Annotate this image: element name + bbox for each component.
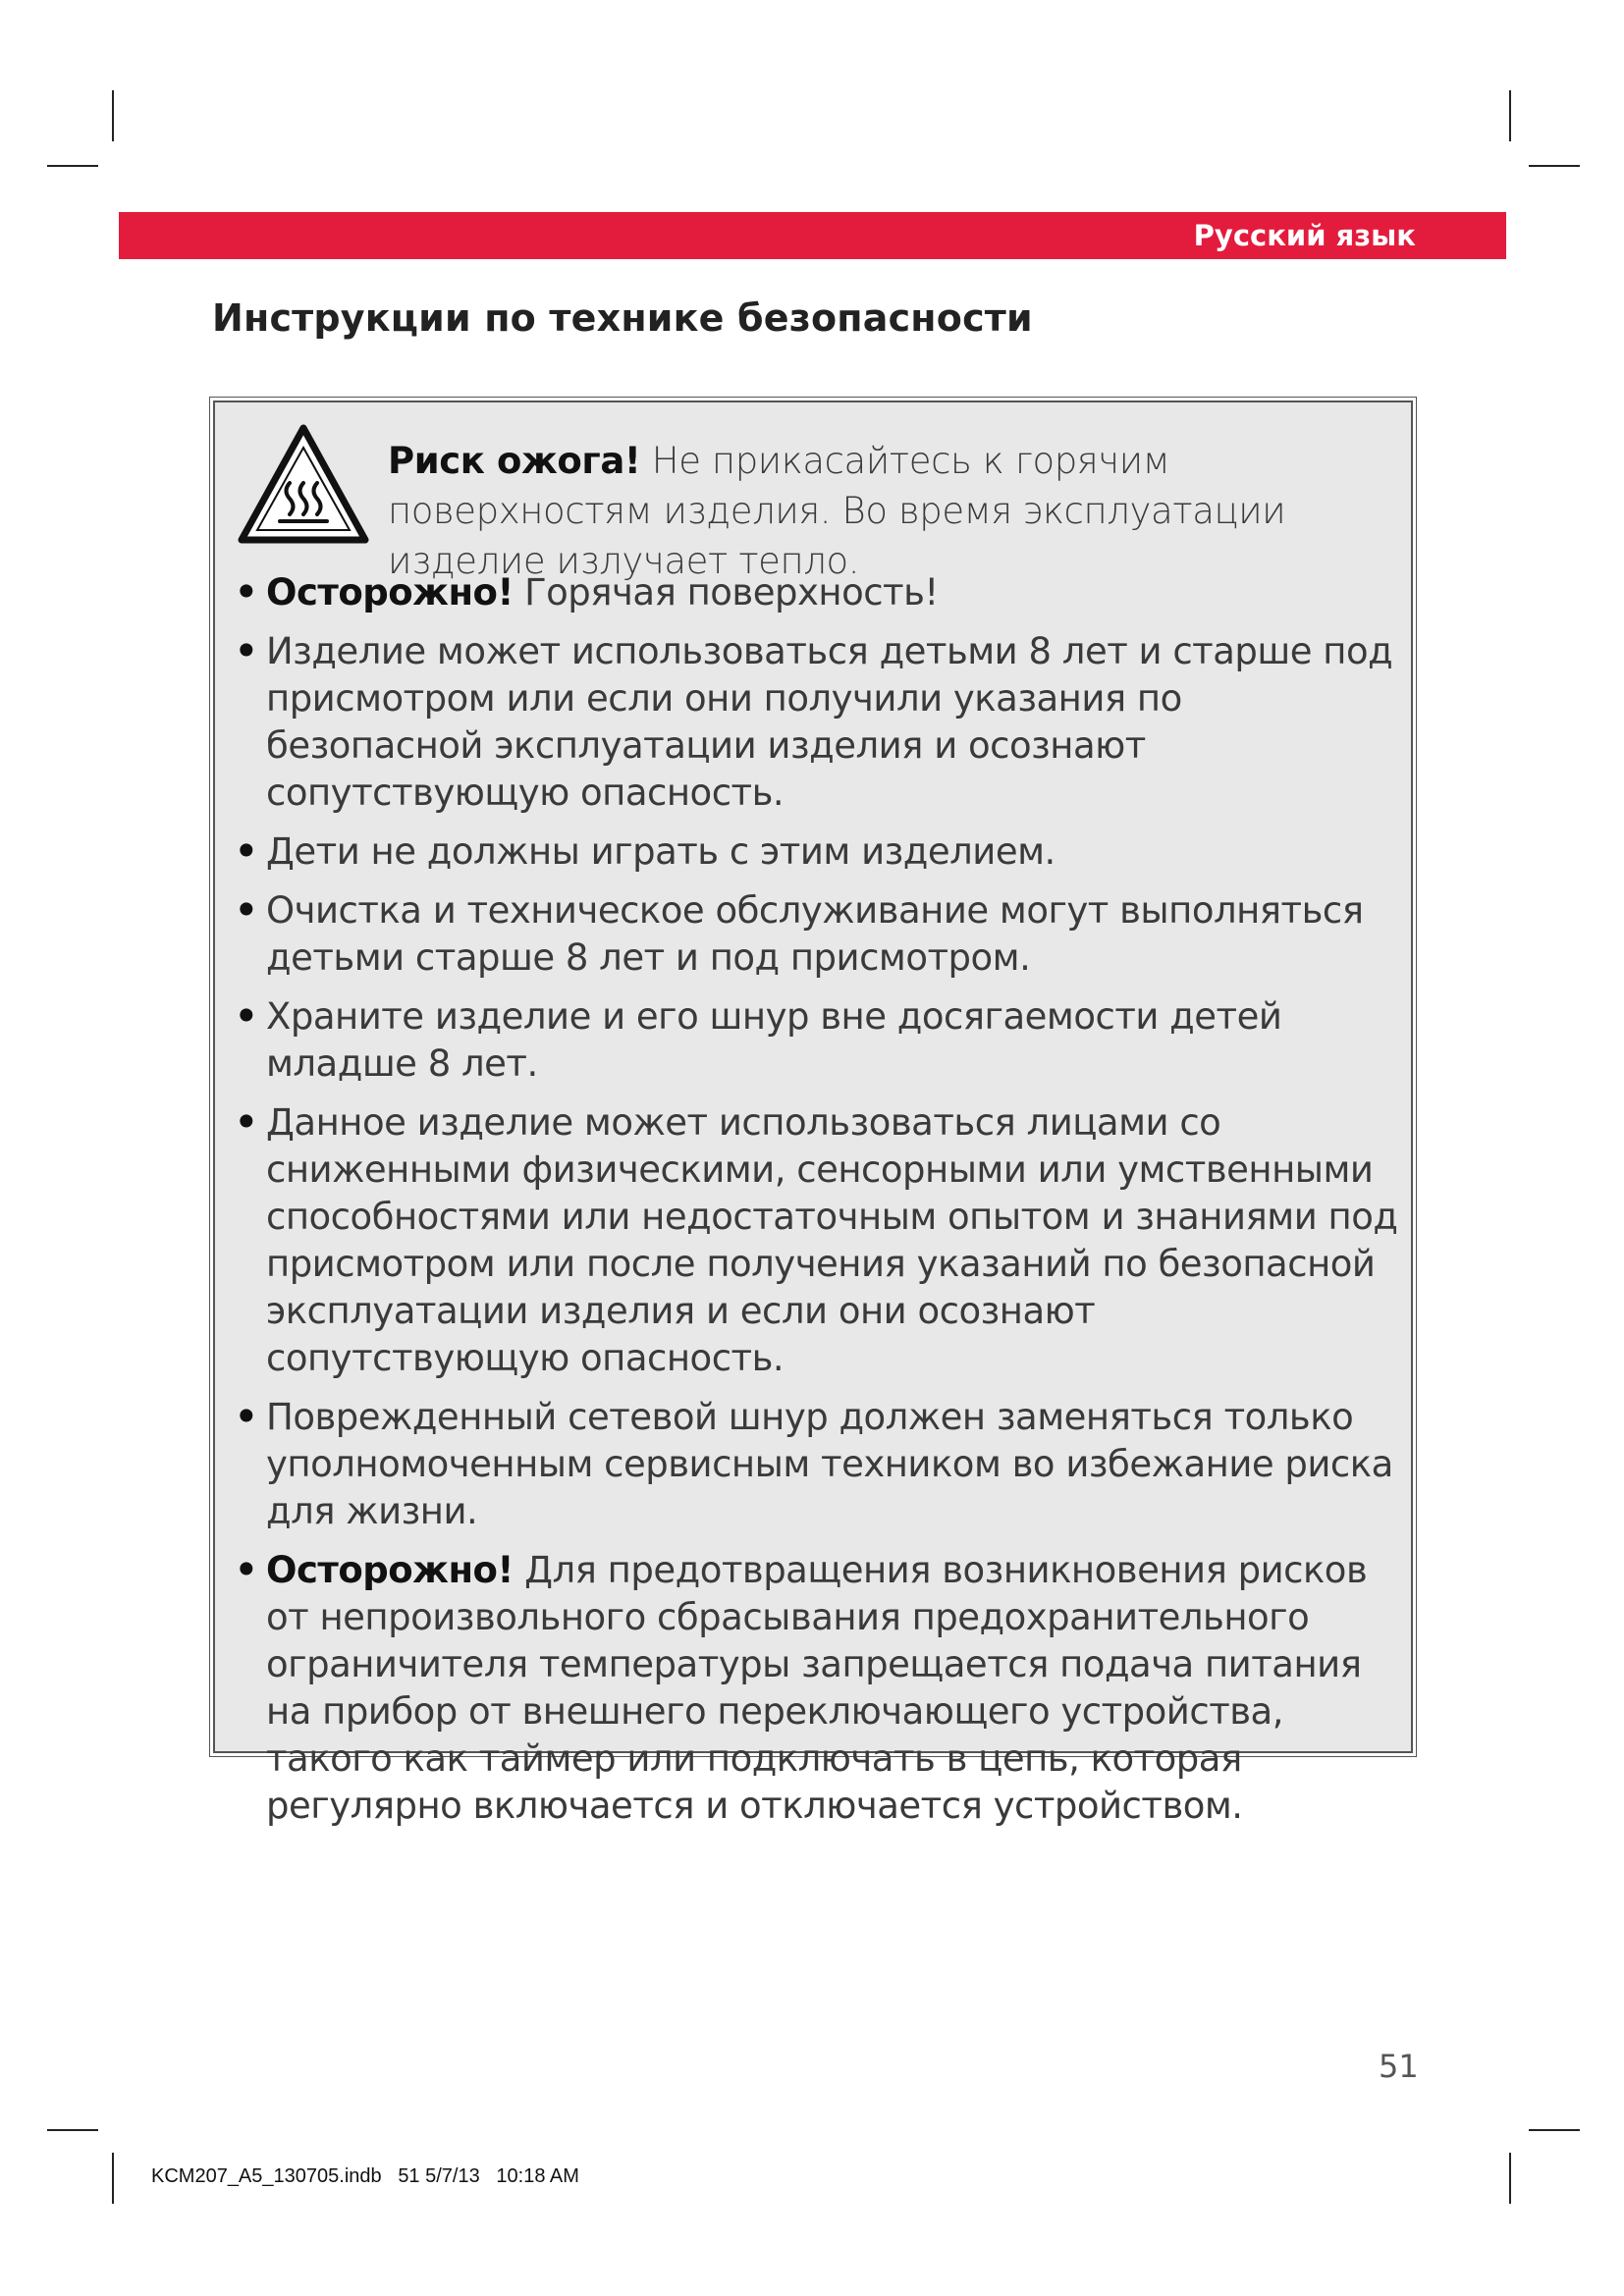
safety-item <box>235 1099 1409 1382</box>
print-date: 5/7/13 <box>425 2165 480 2187</box>
bullet: • <box>235 630 258 672</box>
safety-item <box>235 828 1409 876</box>
burn-risk-warning <box>388 436 1399 586</box>
safety-item-text: Изделие может использоваться детьми 8 лет и старше под присмотром или если они получили указания по безопасной эксплуатации изделия и осознают сопутствующую опасность. <box>266 630 1393 814</box>
bullet: • <box>235 1101 258 1144</box>
language-header-bar <box>119 212 1506 259</box>
bullet: • <box>235 889 258 932</box>
crop-mark <box>112 2153 114 2204</box>
safety-item <box>235 887 1409 982</box>
crop-mark <box>47 165 98 167</box>
print-time: 10:18 AM <box>496 2165 579 2187</box>
caution-label: Осторожно! <box>266 1549 514 1591</box>
page-number: 51 <box>1379 2048 1419 2085</box>
bullet: • <box>235 571 258 614</box>
crop-mark <box>47 2129 98 2131</box>
safety-item <box>235 628 1409 817</box>
safety-item <box>235 1394 1409 1535</box>
print-page: 51 <box>398 2165 420 2187</box>
safety-item-text: Дети не должны играть с этим изделием. <box>266 830 1056 873</box>
language-label: Русский язык <box>1193 219 1416 252</box>
caution-label: Осторожно! <box>266 571 514 614</box>
safety-item-text: Горячая поверхность! <box>513 571 939 614</box>
safety-item-text: Данное изделие может использоваться лицами со сниженными физическими, сенсорными или умственными способностями или недостаточным опытом и знаниями под присмотром или после получения указаний по безопасной эксплуатации изделия и если они осознают сопутствующую опасность. <box>266 1101 1398 1379</box>
print-file-name: KCM207_A5_130705.indb <box>151 2165 382 2187</box>
safety-list <box>235 569 1409 1842</box>
safety-item <box>235 569 1409 616</box>
safety-item-text: Поврежденный сетевой шнур должен заменяться только уполномоченным сервисным техником во избежание риска для жизни. <box>266 1396 1393 1532</box>
bullet: • <box>235 1396 258 1438</box>
burn-risk-heading: Риск ожога! <box>388 440 641 482</box>
safety-item-text: Храните изделие и его шнур вне досягаемости детей младше 8 лет. <box>266 995 1282 1085</box>
safety-item <box>235 993 1409 1088</box>
crop-mark <box>1509 2153 1511 2204</box>
crop-mark <box>1529 165 1580 167</box>
crop-mark <box>112 90 114 141</box>
bullet: • <box>235 830 258 873</box>
safety-item-text: Для предотвращения возникновения рисков от непроизвольного сбрасывания предохранительного ограничителя температуры запрещается подача питания на прибор от внешнего переключающего устройства, такого как таймер или подключать в цепь, которая регулярно включается и отключается устройством. <box>266 1549 1368 1827</box>
crop-mark <box>1529 2129 1580 2131</box>
safety-item-text: Очистка и техническое обслуживание могут выполняться детьми старше 8 лет и под присмотром. <box>266 889 1364 979</box>
crop-mark <box>1509 90 1511 141</box>
hot-surface-warning-icon <box>237 422 370 546</box>
safety-item <box>235 1547 1409 1830</box>
print-slug <box>151 2165 579 2188</box>
burn-risk-text: Не прикасайтесь к горячим поверхностям изделия. Во время эксплуатации изделие излучает тепло. <box>388 440 1286 582</box>
safety-warning-box <box>213 400 1413 1827</box>
page-title: Инструкции по технике безопасности <box>212 296 1033 340</box>
bullet: • <box>235 995 258 1038</box>
bullet: • <box>235 1549 258 1591</box>
